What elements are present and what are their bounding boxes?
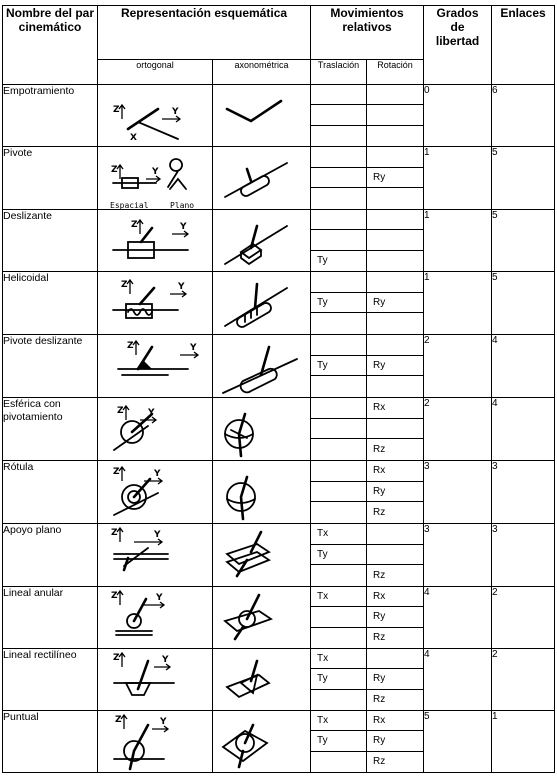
header-dof: Grados de libertad — [424, 6, 492, 85]
pair-name: Esférica con pivotamiento — [3, 398, 98, 461]
z-axis-label: Z — [121, 280, 128, 290]
rotation-value — [367, 230, 423, 250]
rotation-value — [367, 210, 423, 230]
table-row — [3, 147, 555, 210]
dof-value: 1 — [424, 210, 492, 272]
links-value: 5 — [492, 210, 555, 272]
sliding-pivot-orthogonal-icon — [98, 335, 213, 398]
pair-name: Apoyo plano — [3, 524, 98, 587]
rotation-value: Ry — [367, 293, 423, 314]
rotation-value: Rz — [373, 694, 386, 706]
translation-value — [311, 690, 367, 710]
dof-value: 1 — [424, 147, 492, 210]
rotation-value: Rz — [373, 507, 386, 519]
dof-value: 1 — [424, 272, 492, 335]
translation-value: Ty — [311, 293, 367, 314]
translation-value — [311, 188, 367, 209]
movements-cell — [311, 398, 424, 461]
linear-rectilinear-axonometric-icon — [213, 649, 311, 711]
translation-value — [311, 502, 367, 523]
rotation-value — [367, 545, 423, 566]
translation-value: Tx — [311, 524, 367, 545]
helical-orthogonal-icon — [98, 272, 213, 335]
table-row — [3, 461, 555, 524]
linear-annular-orthogonal-icon — [98, 587, 213, 649]
movements-cell — [311, 210, 424, 272]
table-row — [3, 649, 555, 711]
translation-value — [311, 85, 367, 105]
table-row — [3, 85, 555, 147]
header-links: Enlaces — [492, 6, 555, 85]
fixed-joint-axonometric-icon — [213, 85, 311, 147]
translation-value: Ty — [311, 545, 367, 566]
dof-value: 0 — [424, 85, 492, 147]
movements-cell — [311, 85, 424, 147]
y-axis-label: Y — [148, 408, 155, 418]
spherical-pivot-axonometric-icon — [213, 398, 311, 461]
x-axis-label: X — [130, 133, 137, 143]
y-axis-label: Y — [160, 717, 167, 727]
header-rotation: Rotación — [367, 60, 424, 85]
linear-rectilinear-orthogonal-icon — [98, 649, 213, 711]
links-value: 5 — [492, 272, 555, 335]
y-axis-label: Y — [152, 167, 159, 177]
links-value: 2 — [492, 587, 555, 649]
plane-label: Plano — [170, 201, 195, 210]
translation-value — [311, 461, 367, 482]
translation-value: Ty — [311, 251, 367, 271]
z-axis-label: Z — [131, 220, 138, 230]
links-value: 3 — [492, 461, 555, 524]
links-value: 3 — [492, 524, 555, 587]
pair-name: Deslizante — [3, 210, 98, 272]
pair-name: Lineal rectilíneo — [3, 649, 98, 711]
dof-value: 3 — [424, 524, 492, 587]
dof-value: 2 — [424, 398, 492, 461]
z-axis-label: Z — [111, 165, 118, 175]
table-row — [3, 272, 555, 335]
links-value: 2 — [492, 649, 555, 711]
dof-value: 2 — [424, 335, 492, 398]
movements-cell — [311, 649, 424, 711]
z-axis-label: Z — [113, 105, 120, 115]
kinematic-pairs-table — [2, 5, 555, 773]
pivot-orthogonal-icon — [98, 147, 213, 210]
translation-value: Tx — [311, 587, 367, 607]
z-axis-label: Z — [115, 715, 122, 725]
rotation-value: Ry — [367, 168, 423, 189]
header-orthogonal: ortogonal — [98, 60, 213, 85]
header-axonometric: axonométrica — [213, 60, 311, 85]
movements-cell — [311, 587, 424, 649]
movements-cell — [311, 147, 424, 210]
translation-value — [311, 482, 367, 503]
rotation-value — [367, 105, 423, 125]
rotation-value — [367, 251, 423, 271]
translation-value — [311, 126, 367, 146]
translation-value — [311, 752, 367, 772]
pivot-axonometric-icon — [213, 147, 311, 210]
translation-value — [311, 168, 367, 189]
dof-value: 3 — [424, 461, 492, 524]
rotation-value: Rz — [373, 444, 386, 456]
rotation-value: Rx — [367, 461, 423, 482]
translation-value — [311, 230, 367, 250]
rotation-value — [367, 188, 423, 209]
translation-value — [311, 147, 367, 168]
ball-joint-axonometric-icon — [213, 461, 311, 524]
pair-name: Pivote — [3, 147, 98, 210]
rotation-value — [367, 147, 423, 168]
rotation-value: Rx — [367, 711, 423, 731]
y-axis-label: Y — [190, 343, 197, 353]
rotation-value: Ry — [367, 731, 423, 751]
rotation-value: Ry — [367, 607, 423, 627]
rotation-value — [367, 85, 423, 105]
movements-cell — [311, 711, 424, 773]
translation-value: Tx — [311, 711, 367, 731]
translation-value — [311, 272, 367, 293]
y-axis-label: Y — [156, 593, 163, 603]
z-axis-label: Z — [113, 653, 120, 663]
rotation-value: Rx — [367, 587, 423, 607]
rotation-value — [367, 524, 423, 545]
rotation-value — [367, 376, 423, 397]
y-axis-label: Y — [178, 282, 185, 292]
translation-value: Tx — [311, 649, 367, 669]
rotation-value: Ry — [367, 482, 423, 503]
header-translation: Traslación — [311, 60, 367, 85]
rotation-value: Ry — [367, 356, 423, 377]
spherical-pivot-orthogonal-icon — [98, 398, 213, 461]
dof-value: 4 — [424, 649, 492, 711]
header-movements: Movimientos relativos — [311, 6, 424, 60]
pair-name: Helicoidal — [3, 272, 98, 335]
table-row — [3, 711, 555, 773]
planar-support-axonometric-icon — [213, 524, 311, 587]
y-axis-label: Y — [172, 107, 179, 117]
z-axis-label: Z — [113, 467, 120, 477]
z-axis-label: Z — [111, 528, 118, 538]
y-axis-label: Y — [162, 655, 169, 665]
translation-value — [311, 313, 367, 334]
translation-value: Ty — [311, 731, 367, 751]
point-contact-axonometric-icon — [213, 711, 311, 773]
z-axis-label: Z — [127, 341, 134, 351]
links-value: 6 — [492, 85, 555, 147]
translation-value: Ty — [311, 669, 367, 689]
translation-value — [311, 398, 367, 419]
table-row — [3, 398, 555, 461]
z-axis-label: Z — [117, 406, 124, 416]
movements-cell — [311, 461, 424, 524]
header-name: Nombre del par cinemático — [3, 6, 98, 85]
links-value: 5 — [492, 147, 555, 210]
translation-value — [311, 628, 367, 648]
links-value: 4 — [492, 335, 555, 398]
rotation-value: Rz — [373, 570, 386, 582]
table-row — [3, 524, 555, 587]
translation-value — [311, 335, 367, 356]
spatial-label: Espacial — [110, 201, 149, 210]
rotation-value — [367, 313, 423, 334]
movements-cell — [311, 272, 424, 335]
table-row — [3, 335, 555, 398]
translation-value — [311, 439, 367, 460]
z-axis-label: Z — [111, 591, 118, 601]
planar-support-orthogonal-icon — [98, 524, 213, 587]
translation-value — [311, 565, 367, 586]
translation-value — [311, 607, 367, 627]
rotation-value: Rx — [367, 398, 423, 419]
pair-name: Empotramiento — [3, 85, 98, 147]
rotation-value — [367, 272, 423, 293]
rotation-value — [367, 335, 423, 356]
links-value: 4 — [492, 398, 555, 461]
linear-annular-axonometric-icon — [213, 587, 311, 649]
table-row — [3, 210, 555, 272]
y-axis-label: Y — [154, 469, 161, 479]
rotation-value — [367, 126, 423, 146]
pair-name: Puntual — [3, 711, 98, 773]
y-axis-label: Y — [180, 222, 187, 232]
rotation-value — [367, 649, 423, 669]
slider-orthogonal-icon — [98, 210, 213, 272]
pair-name: Pivote deslizante — [3, 335, 98, 398]
pair-name: Rótula — [3, 461, 98, 524]
table-row — [3, 587, 555, 649]
translation-value — [311, 210, 367, 230]
slider-axonometric-icon — [213, 210, 311, 272]
translation-value — [311, 419, 367, 440]
links-value: 1 — [492, 711, 555, 773]
sliding-pivot-axonometric-icon — [213, 335, 311, 398]
header-representation: Representación esquemática — [98, 6, 311, 60]
rotation-value: Rz — [373, 756, 386, 768]
y-axis-label: Y — [154, 530, 161, 540]
rotation-value: Ry — [367, 669, 423, 689]
movements-cell — [311, 335, 424, 398]
pair-name: Lineal anular — [3, 587, 98, 649]
point-contact-orthogonal-icon — [98, 711, 213, 773]
rotation-value — [367, 419, 423, 440]
fixed-joint-orthogonal-icon — [98, 85, 213, 147]
translation-value — [311, 376, 367, 397]
movements-cell — [311, 524, 424, 587]
rotation-value: Rz — [373, 632, 386, 644]
ball-joint-orthogonal-icon — [98, 461, 213, 524]
dof-value: 4 — [424, 587, 492, 649]
translation-value — [311, 105, 367, 125]
dof-value: 5 — [424, 711, 492, 773]
translation-value: Ty — [311, 356, 367, 377]
helical-axonometric-icon — [213, 272, 311, 335]
